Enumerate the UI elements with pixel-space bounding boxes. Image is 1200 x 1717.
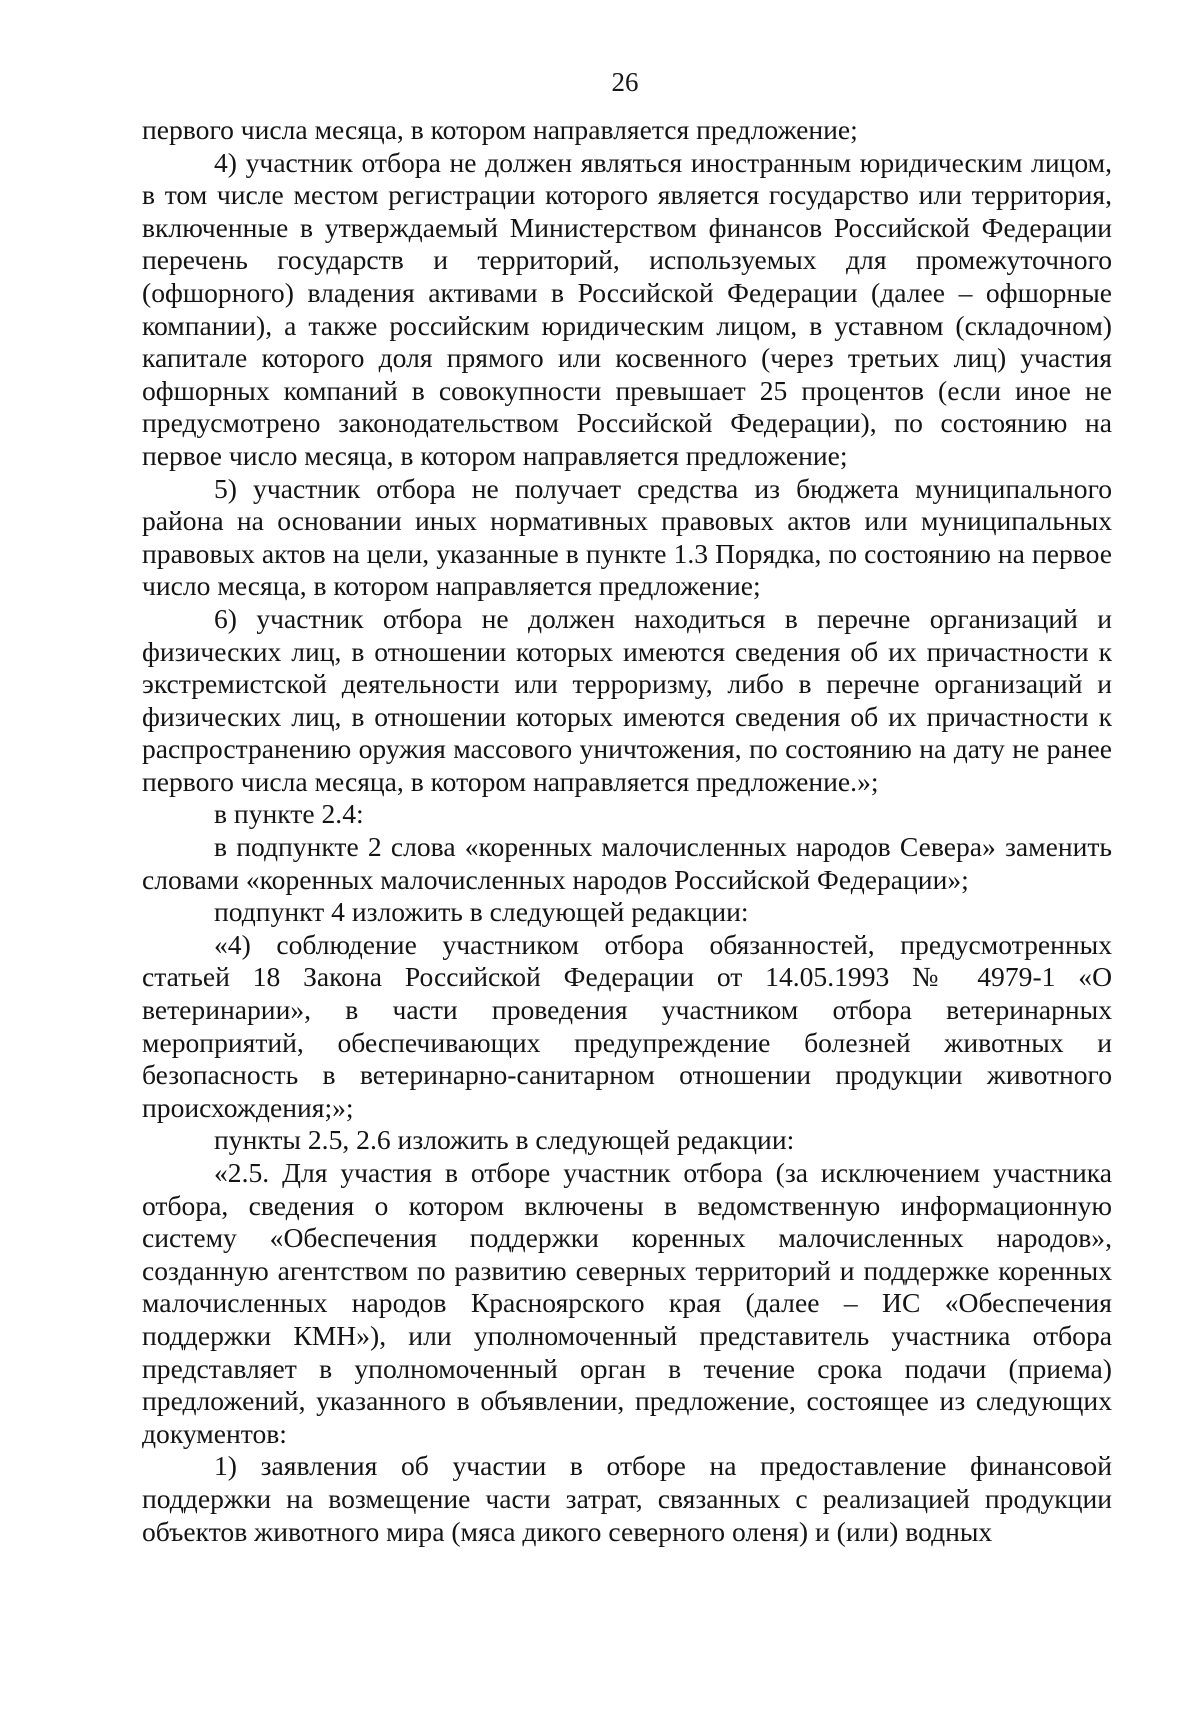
paragraph-clause-2-4: в пункте 2.4: bbox=[214, 798, 364, 830]
paragraph-item-5: 5) участник отбора не получает средства из бюджета муниципального района на основании иных нормативных правовых актов или муниципальных правовых актов на цели, указанные в пункте 1.3 Порядка, по состоянию на первое число месяца, в котором направляется предложение; bbox=[142, 472, 1112, 602]
paragraph-document-1: 1) заявления об участии в отборе на предоставление финансовой поддержки на возмещение части затрат, связанных с реализацией продукции объектов животного мира (мяса дикого северного оленя) и (или) водных bbox=[142, 1450, 1112, 1547]
paragraph-item-6: 6) участник отбора не должен находиться в перечне организаций и физических лиц, в отношении которых имеются сведения об их причастности к экстремистской деятельности или терроризму, либо в перечне организаций и физических лиц, в отношении которых имеются сведения об их причастности к распространению оружия массового уничтожения, по состоянию на дату не ранее первого числа месяца, в котором направляется предложение.»; bbox=[142, 602, 1112, 797]
paragraph-item-4: 4) участник отбора не должен являться иностранным юридическим лицом, в том числе местом регистрации которого является государство или территория, включенные в утверждаемый Министерством финансов Российской Федерации перечень государств и территорий, используемых для промежуточного (офшорного) владения активами в Российской Федерации (далее – офшорные компании), а также российским юридическим лицом, в уставном (складочном) капитале которого доля прямого или косвенного (через третьих лиц) участия офшорных компаний в совокупности превышает 25 процентов (если иное не предусмотрено законодательством Российской Федерации), по состоянию на первое число месяца, в котором направляется предложение; bbox=[142, 146, 1112, 471]
paragraph-clauses-2-5-2-6-intro: пункты 2.5, 2.6 изложить в следующей редакции: bbox=[214, 1124, 795, 1156]
document-body bbox=[142, 114, 1112, 1548]
paragraph-continuation: первого числа месяца, в котором направляется предложение; bbox=[142, 114, 858, 145]
paragraph-clause-2-5: «2.5. Для участия в отборе участник отбора (за исключением участника отбора, сведения о котором включены в ведомственную информационную систему «Обеспечения поддержки коренных малочисленных народов», созданную агентством по развитию северных территорий и поддержке коренных малочисленных народов Красноярского края (далее – ИС «Обеспечения поддержки КМН»), или уполномоченный представитель участника отбора представляет в уполномоченный орган в течение срока подачи (приема) предложений, указанного в объявлении, предложение, состоящее из следующих документов: bbox=[142, 1157, 1112, 1449]
page-number: 26 bbox=[611, 67, 639, 97]
paragraph-subclause-4-intro: подпункт 4 изложить в следующей редакции: bbox=[214, 896, 749, 928]
paragraph-subclause-4-text: «4) соблюдение участником отбора обязанностей, предусмотренных статьей 18 Закона Российской Федерации от 14.05.1993 № 4979-1 «О ветеринарии», в части проведения участником отбора ветеринарных мероприятий, обеспечивающих предупреждение болезней животных и безопасность в ветеринарно-санитарном отношении продукции животного происхождения;»; bbox=[142, 928, 1112, 1123]
paragraph-subclause-2: в подпункте 2 слова «коренных малочисленных народов Севера» заменить словами «коренных малочисленных народов Российской Федерации»; bbox=[142, 831, 1112, 895]
